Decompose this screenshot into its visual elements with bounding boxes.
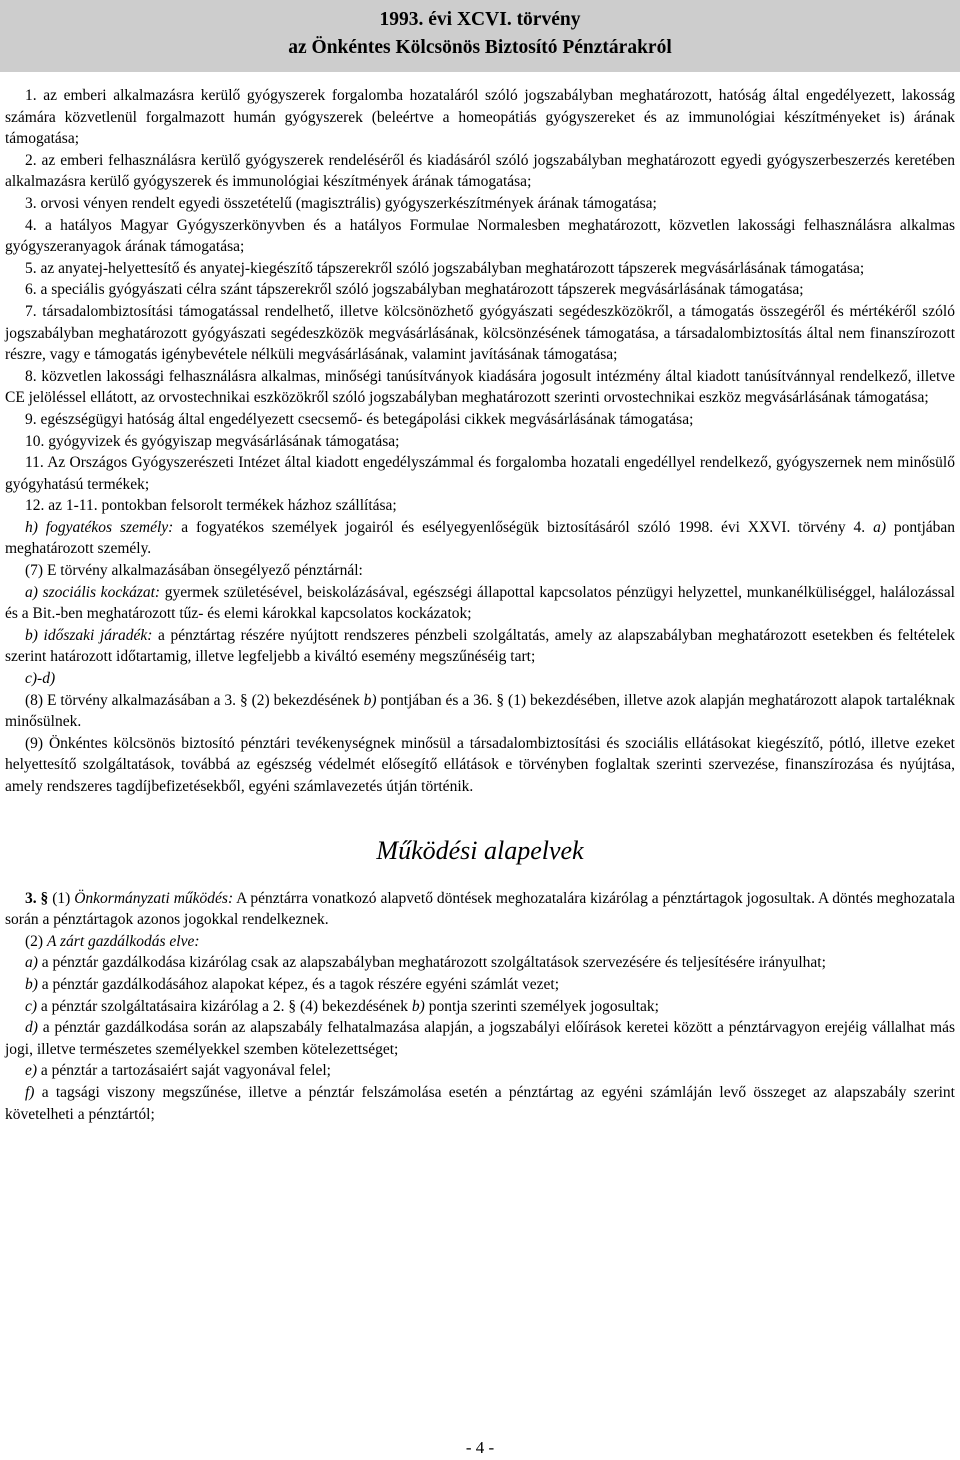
list-item: d) a pénztár gazdálkodása során az alapszabály felhatalmazása alapján, a jogszabályi előírások keretei között a pénztárvagyon erejéig vállalhat más jogi, illetve természetes személyekkel szemben kötelezettséget; <box>5 1019 955 1058</box>
list-item: 5. az anyatej-helyettesítő és anyatej-kiegészítő tápszerekről szóló jogszabályban meghatározott tápszerek megvásárlásának támogatása; <box>25 259 865 277</box>
list-item: 12. az 1-11. pontokban felsorolt termékek házhoz szállítása; <box>25 497 397 515</box>
definition-term: b) időszaki járadék: <box>25 626 153 644</box>
list-item: 4. a hatályos Magyar Gyógyszerkönyvben és a hatályos Formulae Normalesben meghatározott, közvetlen lakossági felhasználásra alkalmas gyógyszeranyagok árának támogatása; <box>5 216 955 256</box>
header-title-line2: az Önkéntes Kölcsönös Biztosító Pénztárakról <box>288 37 672 58</box>
header-title-line1: 1993. évi XCVI. törvény <box>379 9 581 30</box>
list-item: b) a pénztár gazdálkodásához alapokat képez, és a tagok részére egyéni számlát vezet; <box>25 975 560 993</box>
document-body <box>5 85 955 1125</box>
page-number: - 4 - <box>465 1438 495 1457</box>
section-number: 3. <box>25 889 37 907</box>
definition-b: b) időszaki járadék: a pénztártag részére nyújtott rendszeres pénzbeli szolgáltatás, amely az alapszabályban meghatározott esetekben és feltételek szerint határozott időtartamig, illetve legfeljebb a kiváltó esemény megszűnéséig tart; <box>5 626 955 666</box>
list-item: 2. az emberi felhasználásra kerülő gyógyszerek rendeléséről és kiadásáról szóló jogszabályban meghatározott egyedi gyógyszerbeszerzés keretében alkalmazásra kerülő gyógyszerek és immunológiai készítmények árának támogatása; <box>5 151 955 191</box>
paragraph-8: (8) E törvény alkalmazásában a 3. § (2) bekezdésének b) pontjában és a 36. § (1) bekezdésében, illetve azok alapján meghatározott alapok tartaléknak minősülnek. <box>5 691 956 731</box>
definition-h: h) fogyatékos személy: a fogyatékos személyek jogairól és esélyegyenlőségük biztosításáról szóló 1998. évi XXVI. törvény 4. a) pontjában meghatározott személy. <box>5 518 956 558</box>
paragraph-9: (9) Önkéntes kölcsönös biztosító pénztári tevékenységnek minősül a társadalombiztosítási és szociális ellátásokat kiegészítő, pótló, illetve ezeket helyettesítő szolgáltatások, továbbá az egészség védelmét elősegítő ellátások e törvényben foglaltak szerinti szervezése, finanszírozása és nyújtása, amely rendszeres tagdíjbefizetésekből, egyéni számlavezetés útján történik. <box>5 734 955 795</box>
list-item: f) a tagsági viszony megszűnése, illetve a pénztár felszámolása esetén a pénztártag az egyéni számláján levő összeget az alapszabály szerint követelheti a pénztártól; <box>5 1083 955 1123</box>
list-item: 7. társadalombiztosítási támogatással rendelhető, illetve kölcsönözhető gyógyászati segédeszközökről, a támogatás összegéről és mértékéről szóló jogszabályban meghatározott gyógyászati segédeszközök megvásárlásának, kölcsönzésének támogatása, a társadalombiztosítás által nem finanszírozott részre, vagy e támogatás igénybevétele nélküli megvásárlásának, valamint javításának támogatása; <box>5 302 955 364</box>
list-item: 9. egészségügyi hatóság által engedélyezett csecsemő- és betegápolási cikkek megvásárlásának támogatása; <box>25 410 694 428</box>
list-item: 8. közvetlen lakossági felhasználásra alkalmas, minőségi tanúsítványok kiadására jogosult intézmény által kiadott tanúsítvánnyal rendelkező, illetve CE jelöléssel ellátott, az orvostechnikai eszközökről szóló jogszabályban meghatározott szerinti orvostechnikai eszköz megvásárlásának támogatása; <box>5 367 955 407</box>
paragraph-7-intro: (7) E törvény alkalmazásában önsegélyező pénztárnál: <box>25 562 363 580</box>
definition-a: a) szociális kockázat: gyermek születésével, beiskolázásával, egészségi állapottal kapcsolatos pénzügyi helyzettel, munkanélküliséggel, halálozással és a Bit.-ben meghatározott tűz- és elemi károkkal kapcsolatos kockázatok; <box>5 583 955 623</box>
definition-cd: c)-d) <box>25 670 56 688</box>
list-item: 11. Az Országos Gyógyszerészeti Intézet által kiadott engedélyszámmal és forgalomba hozatali engedéllyel rendelkező, gyógyszernek nem minősülő gyógyhatású termékek; <box>5 454 955 493</box>
list-item: c) a pénztár szolgáltatásaira kizárólag a 2. § (4) bekezdésének b) pontja szerinti személyek jogosultak; <box>25 997 659 1015</box>
section-3-para-2: (2) A zárt gazdálkodás elve: <box>25 932 200 950</box>
list-item: 3. orvosi vényen rendelt egyedi összetételű (magisztrális) gyógyszerkészítmények árának támogatása; <box>25 194 657 212</box>
list-item: 1. az emberi alkalmazásra kerülő gyógyszerek forgalomba hozataláról szóló jogszabályban meghatározott, hatóság által engedélyezett, lakosság számára közvetlenül forgalmazott humán gyógyszerek (beleértve a homeopátiás gyógyszereket és az immunológiai készítményeket is) árának támogatása; <box>5 87 955 148</box>
document-header <box>0 0 960 72</box>
definition-term: a) szociális kockázat: <box>25 583 161 601</box>
list-item: e) a pénztár a tartozásaiért saját vagyonával felel; <box>25 1062 331 1080</box>
section-heading: Működési alapelvek <box>376 835 584 865</box>
list-item: 6. a speciális gyógyászati célra szánt tápszerekről szóló jogszabályban meghatározott tápszerek megvásárlásának támogatása; <box>25 281 804 299</box>
list-item: 10. gyógyvizek és gyógyiszap megvásárlásának támogatása; <box>25 432 400 450</box>
section-3-para-1: 3. § (1) Önkormányzati működés: A pénztárra vonatkozó alapvető döntések meghozatalára kizárólag a pénztártagok jogosultak. A döntés meghozatala során a pénztártagok azonos jogokkal rendelkeznek. <box>5 889 955 929</box>
list-item: a) a pénztár gazdálkodása kizárólag csak az alapszabályban meghatározott szolgáltatások szervezésére és teljesítésére irányulhat; <box>25 954 826 972</box>
definition-term: h) fogyatékos személy: <box>25 518 174 536</box>
